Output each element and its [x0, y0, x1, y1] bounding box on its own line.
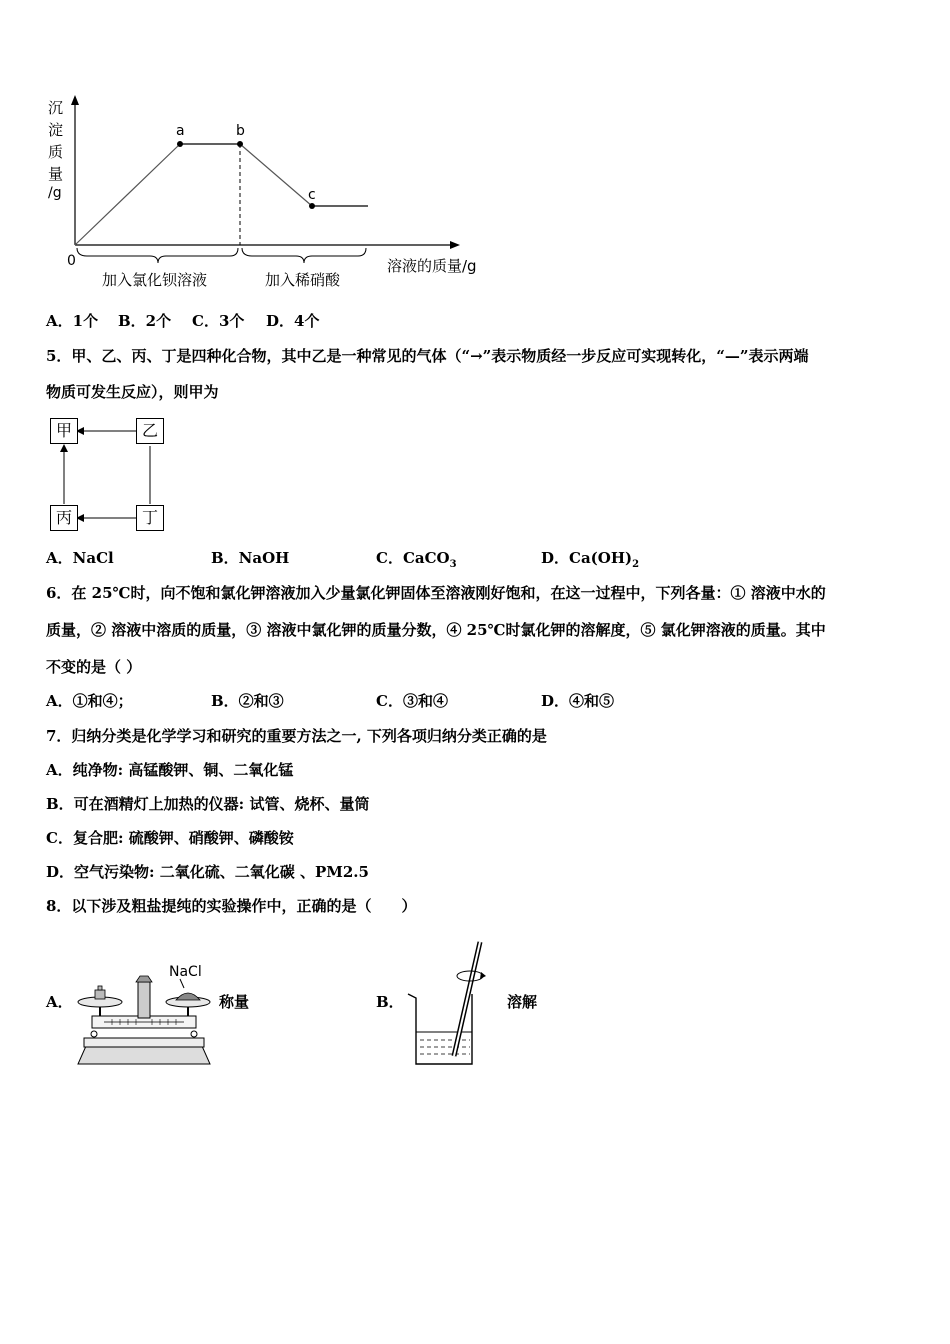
- q4-option-d: D．4个: [266, 312, 320, 330]
- brace-1: [77, 248, 238, 263]
- q8-option-b-label: B．: [376, 993, 404, 1011]
- y-label-char-4: 量: [48, 165, 64, 183]
- q7-stem: 7．归纳分类是化学学习和研究的重要方法之一, 下列各项归纳分类正确的是: [46, 727, 547, 745]
- segment-1-label: 加入氯化钡溶液: [102, 271, 208, 289]
- q5-option-c-subscript: 3: [449, 559, 457, 570]
- origin-label: 0: [67, 253, 76, 269]
- point-b-dot: [237, 141, 243, 147]
- balance-nacl-label: NaCl: [169, 964, 202, 980]
- beaker-stirring-illustration: [400, 936, 495, 1071]
- q8-option-a-label: A．: [46, 993, 73, 1011]
- q8-caption-weighing: 称量: [219, 993, 250, 1011]
- q4-option-a: A．1个: [46, 312, 99, 330]
- diagram-box-ding: 丁: [136, 505, 164, 531]
- y-label-char-2: 淀: [48, 121, 64, 139]
- y-label-char-1: 沉: [48, 99, 64, 117]
- q6-option-b: B．②和③: [211, 692, 284, 710]
- point-b-label: b: [236, 123, 245, 139]
- q5-option-c: [376, 548, 457, 575]
- q6-option-d: D．④和⑤: [541, 692, 615, 710]
- q5-option-d-subscript: 2: [632, 559, 640, 570]
- y-label-char-3: 质: [48, 143, 64, 161]
- q5-stem-line-2: 物质可发生反应），则甲为: [46, 383, 219, 401]
- curve-fall: [240, 144, 312, 206]
- q8-caption-dissolving: 溶解: [507, 993, 538, 1011]
- q7-option-b: B．可在酒精灯上加热的仪器: 试管、烧杯、量筒: [46, 795, 370, 813]
- q5-option-a: A．NaCl: [46, 549, 114, 567]
- q6-stem-line-2: 质量，② 溶液中溶质的质量，③ 溶液中氯化钾的质量分数，④ 25℃时氯化钾的溶解度，⑤ 氯化钾溶液的质量。其中: [46, 621, 826, 639]
- x-axis-arrow: [450, 241, 460, 249]
- y-axis-arrow: [71, 95, 79, 105]
- segment-2-label: 加入稀硝酸: [265, 271, 341, 289]
- q4-option-c: C．3个: [192, 312, 245, 330]
- q6-option-c: C．③和④: [376, 692, 448, 710]
- balance-scale-illustration: [72, 958, 217, 1070]
- q5-option-d-text: D．Ca(OH): [541, 549, 633, 567]
- q4-option-b: B．2个: [118, 312, 172, 330]
- q6-stem-line-1: 6．在 25℃时，向不饱和氯化钾溶液加入少量氯化钾固体至溶液刚好饱和，在这一过程中，下列各量：① 溶液中水的: [46, 584, 826, 602]
- q7-option-c: C．复合肥: 硫酸钾、硝酸钾、磷酸铵: [46, 829, 294, 847]
- point-a-label: a: [176, 123, 185, 139]
- x-axis-label: 溶液的质量/g: [387, 257, 477, 275]
- q6-option-a: A．①和④；: [46, 692, 133, 710]
- curve-rise: [75, 144, 180, 245]
- diagram-box-yi: 乙: [136, 418, 164, 444]
- q7-option-a: A．纯净物: 高锰酸钾、铜、二氧化锰: [46, 761, 294, 779]
- q5-option-b: B．NaOH: [211, 549, 290, 567]
- diagram-box-jia: 甲: [50, 418, 78, 444]
- q5-stem-line-1: 5．甲、乙、丙、丁是四种化合物，其中乙是一种常见的气体（“→”表示物质经一步反应可实现转化，“—”表示两端: [46, 347, 809, 365]
- q6-stem-line-3: 不变的是（ ）: [46, 658, 142, 676]
- q5-option-d: [541, 548, 639, 575]
- diagram-box-bing: 丙: [50, 505, 78, 531]
- point-c-label: c: [308, 187, 316, 203]
- brace-2: [242, 248, 366, 263]
- y-unit: /g: [48, 185, 62, 201]
- q8-stem: 8．以下涉及粗盐提纯的实验操作中，正确的是（ ）: [46, 897, 417, 915]
- point-a-dot: [177, 141, 183, 147]
- q5-option-c-text: C．CaCO: [376, 549, 450, 567]
- precipitate-graph: [40, 95, 500, 300]
- point-c-dot: [309, 203, 315, 209]
- q7-option-d: D．空气污染物: 二氧化硫、二氧化碳 、PM2.5: [46, 863, 369, 881]
